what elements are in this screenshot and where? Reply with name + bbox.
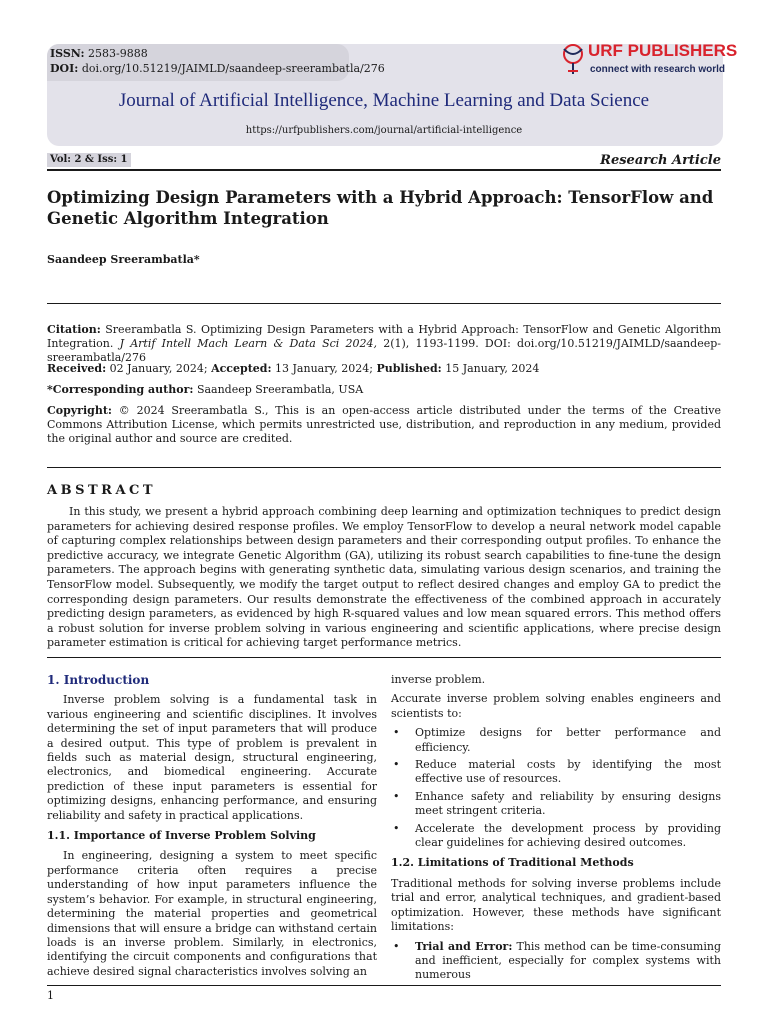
section-heading: 1. Introduction: [47, 673, 150, 687]
left-column: [47, 673, 377, 984]
list-item: • Accelerate the development process by providing clear guidelines for achieving desired outcomes.: [415, 822, 721, 851]
article-author: Saandeep Sreerambatla*: [47, 253, 200, 266]
journal-url[interactable]: https://urfpublishers.com/journal/artificial-intelligence: [245, 125, 523, 136]
right-column: [391, 673, 721, 987]
footer-divider: [47, 985, 721, 986]
paragraph: Traditional methods for solving inverse problems include trial and error, analytical techniques, and gradient-based optimization. However, these methods have significant limitations:: [391, 876, 721, 934]
citation: Citation: Sreerambatla S. Optimizing Design Parameters with a Hybrid Approach: TensorFlow and Genetic Algorithm Integration. J Artif Intell Mach Learn & Data Sci 2024, 2(1), 1193-1199. DOI: doi.org/10.51219/JAIMLD/saandeep-sreerambatla/276: [47, 323, 722, 364]
divider: [47, 303, 721, 304]
abstract-heading: ABSTRACT: [47, 483, 157, 498]
list-item: • Optimize designs for better performance and efficiency.: [415, 726, 721, 755]
page-number: 1: [47, 989, 54, 1002]
header-divider: [47, 169, 721, 171]
paragraph: Inverse problem solving is a fundamental task in various engineering and scientific disciplines. It involves determining the set of input parameters that will produce a desired output. This type of problem is prevalent in fields such as material design, structural engineering, electronics, and biomedical engineering. Accurate prediction of these input parameters is essential for optimizing designs, enhancing performance, and ensuring reliability and safety in practical applications.: [47, 693, 377, 822]
divider: [47, 467, 721, 468]
divider: [47, 657, 721, 658]
publisher-name: URF PUBLISHERS: [588, 41, 738, 60]
copyright: Copyright: © 2024 Sreerambatla S., This is an open-access article distributed under the terms of the Creative Commons Attribution License, which permits unrestricted use, distribution, and reproduction in any medium, provided the original author and source are credited.: [47, 404, 721, 445]
paragraph: In engineering, designing a system to meet specific performance criteria often requires a precise understanding of how input parameters influence the system’s behavior. For example, in structural engineering, determining the material properties and geometrical dimensions that will ensure a bridge can withstand certain loads is an inverse problem. Similarly, in electronics, identifying the circuit components and configurations that achieve desired signal characteristics involves solving an: [47, 849, 377, 978]
publisher-logo: [560, 41, 738, 81]
publication-dates: Received: 02 January, 2024; Accepted: 13 January, 2024; Published: 15 January, 2024: [47, 362, 540, 375]
list-item: • Reduce material costs by identifying the most effective use of resources.: [415, 758, 721, 787]
list-item: • Trial and Error: This method can be time-consuming and inefficient, especially for complex systems with numerous: [415, 940, 721, 983]
article-title: Optimizing Design Parameters with a Hybrid Approach: TensorFlow and Genetic Algorithm Integration: [47, 188, 714, 228]
doi-line: DOI: doi.org/10.51219/JAIMLD/saandeep-sreerambatla/276: [50, 62, 385, 75]
list-item: • Enhance safety and reliability by ensuring designs meet stringent criteria.: [415, 790, 721, 819]
limitations-list: [391, 940, 721, 983]
article-type: Research Article: [600, 153, 721, 168]
volume-badge: Vol: 2 & Iss: 1: [47, 153, 131, 167]
issn-line: ISSN: 2583-9888: [50, 47, 148, 60]
benefits-list: [391, 726, 721, 850]
paragraph: Accurate inverse problem solving enables engineers and scientists to:: [391, 692, 721, 720]
journal-title: Journal of Artificial Intelligence, Machine Learning and Data Science: [118, 90, 650, 111]
corresponding-author: *Corresponding author: Saandeep Sreerambatla, USA: [47, 383, 364, 396]
subsection-heading: 1.1. Importance of Inverse Problem Solving: [47, 829, 316, 843]
paragraph: inverse problem.: [391, 673, 486, 686]
publisher-tagline: connect with research world: [590, 64, 726, 75]
abstract-text: In this study, we present a hybrid approach combining deep learning and optimization techniques to predict design parameters for achieving desired response profiles. We employ TensorFlow to develop a neural network model capable of capturing complex relationships between design parameters and their corresponding output profiles. To enhance the predictive accuracy, we integrate Genetic Algorithm (GA), utilizing its robust search capabilities to fine-tune the design parameters. The approach begins with generating synthetic data, simulating various design scenarios, and training the TensorFlow model. Subsequently, we modify the target output to reflect desired changes and employ GA to predict the corresponding design parameters. Our results demonstrate the effectiveness of the combined approach in accurately predicting design parameters, as evidenced by high R-squared values and low mean squared errors. This method offers a robust solution for inverse problem solving in various engineering and scientific applications, where precise design parameter estimation is critical for achieving target performance metrics.: [47, 505, 721, 650]
subsection-heading: 1.2. Limitations of Traditional Methods: [391, 856, 634, 870]
publisher-logo-icon: [560, 43, 586, 75]
